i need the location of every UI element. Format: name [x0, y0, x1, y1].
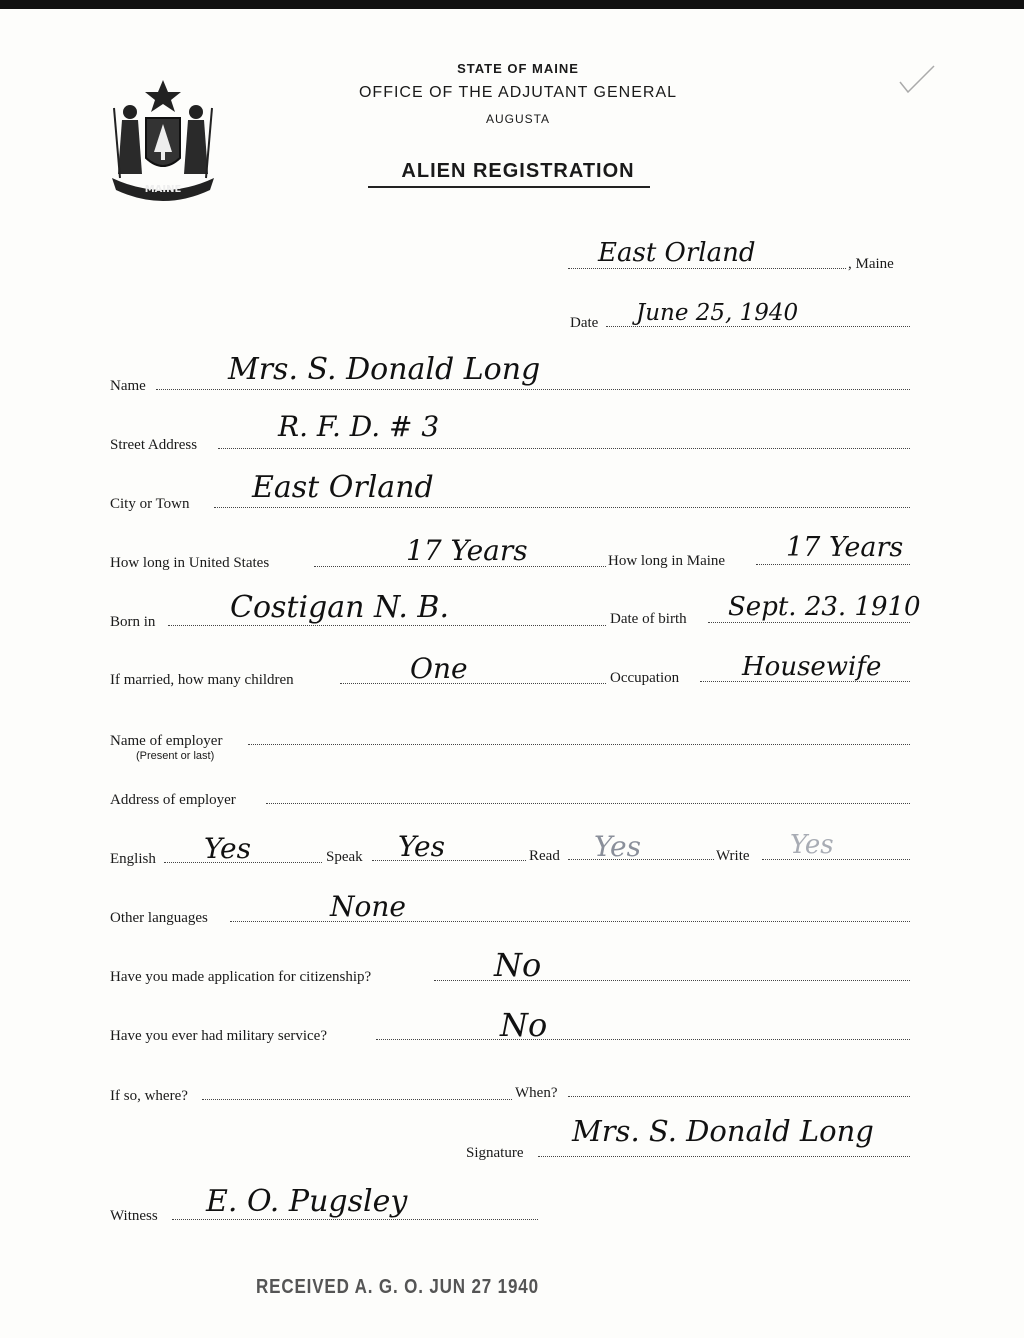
title-underline: [368, 186, 650, 188]
if-so-where-line: [202, 1099, 512, 1100]
signature-line: [538, 1156, 910, 1157]
write-value: Yes: [790, 830, 834, 860]
dob-value: Sept. 23. 1910: [728, 592, 921, 622]
speak-line: [372, 860, 526, 861]
when-label: When?: [515, 1085, 558, 1101]
english-label: English: [110, 851, 156, 867]
seal-banner-text: MAINE: [144, 184, 182, 195]
witness-label: Witness: [110, 1208, 158, 1224]
form-title: ALIEN REGISTRATION: [401, 160, 635, 182]
occupation-value: Housewife: [742, 652, 882, 682]
citizenship-value: No: [494, 946, 542, 984]
employer-name-line: [248, 744, 910, 745]
city-value: East Orland: [252, 470, 434, 505]
when-line: [568, 1096, 910, 1097]
date-label: Date: [570, 315, 599, 331]
how-long-maine-label: How long in Maine: [608, 553, 726, 569]
how-long-us-value: 17 Years: [406, 534, 528, 567]
born-in-value: Costigan N. B.: [230, 590, 449, 625]
write-label: Write: [716, 848, 750, 864]
received-stamp: RECEIVED A. G. O. JUN 27 1940: [256, 1276, 539, 1298]
occupation-label: Occupation: [610, 670, 680, 686]
other-languages-label: Other languages: [110, 910, 208, 926]
children-label: If married, how many children: [110, 672, 294, 688]
city-heading: AUGUSTA: [485, 112, 551, 126]
state-heading: STATE OF MAINE: [457, 61, 579, 76]
place-suffix: , Maine: [848, 256, 894, 272]
read-label: Read: [529, 848, 560, 864]
signature-value: Mrs. S. Donald Long: [572, 1114, 874, 1148]
children-line: [340, 683, 606, 684]
born-in-line: [168, 625, 606, 626]
office-heading: OFFICE OF THE ADJUTANT GENERAL: [358, 84, 678, 101]
military-label: Have you ever had military service?: [110, 1028, 327, 1044]
street-line: [218, 448, 910, 449]
dob-line: [708, 622, 910, 623]
how-long-maine-value: 17 Years: [786, 532, 904, 563]
employer-name-sublabel: (Present or last): [136, 750, 215, 762]
witness-line: [172, 1219, 538, 1220]
signature-label: Signature: [466, 1145, 524, 1161]
if-so-where-label: If so, where?: [110, 1088, 188, 1104]
employer-address-line: [266, 803, 910, 804]
born-in-label: Born in: [110, 614, 156, 630]
children-value: One: [410, 652, 468, 685]
date-value: June 25, 1940: [636, 300, 799, 326]
write-line: [762, 859, 910, 860]
other-languages-value: None: [330, 890, 406, 923]
name-label: Name: [110, 378, 146, 394]
how-long-us-label: How long in United States: [110, 555, 270, 571]
employer-address-label: Address of employer: [110, 792, 236, 808]
name-line: [156, 389, 910, 390]
name-value: Mrs. S. Donald Long: [228, 352, 541, 387]
employer-name-label: Name of employer: [110, 733, 223, 749]
military-value: No: [500, 1006, 548, 1044]
city-line: [214, 507, 910, 508]
witness-value: E. O. Pugsley: [206, 1184, 408, 1219]
citizenship-label: Have you made application for citizenship?: [110, 969, 372, 985]
speak-label: Speak: [326, 849, 363, 865]
speak-value: Yes: [398, 830, 445, 863]
place-value: East Orland: [598, 238, 756, 268]
street-label: Street Address: [110, 437, 198, 453]
date-line: [606, 326, 910, 327]
military-line: [376, 1039, 910, 1040]
dob-label: Date of birth: [610, 611, 687, 627]
check-mark-icon: [898, 60, 938, 100]
english-value: Yes: [204, 832, 251, 865]
read-value: Yes: [594, 830, 641, 863]
street-value: R. F. D. # 3: [278, 410, 440, 443]
how-long-maine-line: [756, 564, 910, 565]
read-line: [568, 859, 714, 860]
place-line: [568, 268, 846, 269]
city-label: City or Town: [110, 496, 190, 512]
